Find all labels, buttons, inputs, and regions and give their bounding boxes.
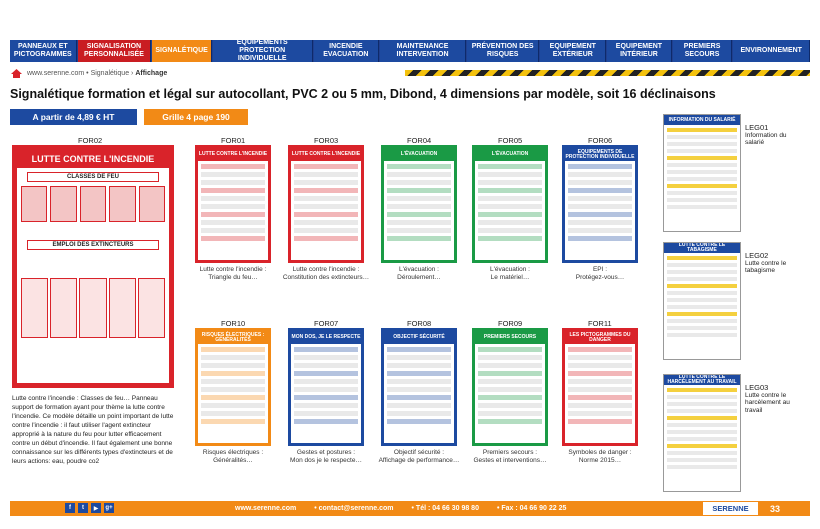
- legal-label: [745, 384, 807, 414]
- hazard-stripe: [405, 70, 810, 76]
- poster-header: RISQUES ÉLECTRIQUES : GÉNÉRALITÉS: [198, 331, 268, 344]
- poster-caption: Lutte contre l'incendie : Triangle du feu…: [199, 266, 267, 281]
- main-poster-sub2: EMPLOI DES EXTINCTEURS: [27, 240, 159, 250]
- poster-thumbnail[interactable]: [288, 145, 364, 263]
- nav-item[interactable]: PRÉVENTION DES RISQUES: [467, 40, 540, 62]
- main-poster-title: LUTTE CONTRE L'INCENDIE: [17, 150, 169, 168]
- footer-phone: • Tél : 04 66 30 98 80: [411, 505, 479, 512]
- legal-poster[interactable]: [663, 114, 741, 232]
- poster-header: L'ÉVACUATION: [384, 148, 454, 161]
- nav-item[interactable]: INCENDIE EVACUATION: [314, 40, 380, 62]
- legal-code: LEG02: [745, 251, 769, 260]
- breadcrumb-section[interactable]: Signalétique: [90, 69, 130, 77]
- poster-caption: L'évacuation : Le matériel…: [490, 266, 530, 281]
- page-number: 33: [769, 503, 780, 514]
- poster-code: FOR11: [588, 319, 612, 328]
- page-title: Signalétique formation et légal sur autocollant, PVC 2 ou 5 mm, Dibond, 4 dimensions par modèle, soit 16 déclinaisons: [10, 87, 716, 101]
- poster-caption: Objectif sécurité : Affichage de performance…: [378, 449, 460, 464]
- footer-fax: • Fax : 04 66 90 22 25: [496, 505, 567, 512]
- legal-poster-header: LUTTE CONTRE LE HARCÈLEMENT AU TRAVAIL: [664, 375, 740, 385]
- nav-item[interactable]: EQUIPEMENT INTÉRIEUR: [607, 40, 672, 62]
- twitter-icon[interactable]: t: [78, 503, 88, 513]
- top-nav: [10, 40, 810, 62]
- footer: [10, 501, 810, 516]
- poster-code: FOR10: [221, 319, 246, 328]
- footer-email[interactable]: • contact@serenne.com: [314, 505, 394, 512]
- poster-header: LUTTE CONTRE L'INCENDIE: [291, 148, 361, 161]
- serenne-logo: SERENNE: [703, 502, 758, 515]
- poster-thumbnail[interactable]: [381, 328, 457, 446]
- legal-text: Information du salarié: [745, 131, 787, 146]
- poster-caption: EPI : Protégez-vous…: [575, 266, 625, 281]
- poster-header: LES PICTOGRAMMES DU DANGER: [565, 331, 635, 344]
- poster-header: LUTTE CONTRE L'INCENDIE: [198, 148, 268, 161]
- poster-thumbnail[interactable]: [195, 145, 271, 263]
- nav-item[interactable]: PREMIERS SECOURS: [673, 40, 733, 62]
- poster-header: MON DOS, JE LE RESPECTE: [291, 331, 361, 344]
- poster-caption: Risques électriques : Généralités…: [202, 449, 264, 464]
- legal-poster-header: LUTTE CONTRE LE TABAGISME: [664, 243, 740, 253]
- legal-poster-header: INFORMATION DU SALARIÉ: [664, 115, 740, 125]
- nav-item[interactable]: EQUIPEMENT EXTÉRIEUR: [540, 40, 606, 62]
- social-links: [62, 503, 114, 513]
- nav-item[interactable]: SIGNALÉTIQUE: [152, 40, 212, 62]
- legal-poster[interactable]: [663, 242, 741, 360]
- poster-header: OBJECTIF SÉCURITÉ: [384, 331, 454, 344]
- poster-header: PREMIERS SECOURS: [475, 331, 545, 344]
- poster-caption: Premiers secours : Gestes et interventions…: [473, 449, 547, 464]
- legal-code: LEG03: [745, 383, 769, 392]
- breadcrumb-site[interactable]: www.serenne.com: [27, 69, 85, 77]
- nav-item[interactable]: MAINTENANCE INTERVENTION: [380, 40, 466, 62]
- poster-thumbnail[interactable]: [562, 145, 638, 263]
- breadcrumb-page: Affichage: [135, 69, 168, 77]
- price-badge: A partir de 4,89 € HT: [10, 109, 137, 125]
- poster-thumbnail[interactable]: [288, 328, 364, 446]
- main-poster-sub1: CLASSES DE FEU: [27, 172, 159, 182]
- facebook-icon[interactable]: f: [65, 503, 75, 513]
- grid-reference-badge: Grille 4 page 190: [144, 109, 248, 125]
- poster-code: FOR02: [78, 136, 103, 145]
- footer-site[interactable]: www.serenne.com: [235, 505, 297, 512]
- legal-label: [745, 252, 807, 275]
- poster-code: FOR04: [407, 136, 432, 145]
- main-poster[interactable]: [12, 145, 174, 388]
- nav-item[interactable]: ENVIRONNEMENT: [733, 40, 810, 62]
- breadcrumb-sep: ›: [131, 69, 134, 77]
- poster-code: FOR07: [314, 319, 339, 328]
- poster-code: FOR05: [498, 136, 523, 145]
- poster-code: FOR08: [407, 319, 432, 328]
- fire-classes: [17, 186, 169, 222]
- googleplus-icon[interactable]: g+: [105, 505, 113, 511]
- poster-header: L'ÉVACUATION: [475, 148, 545, 161]
- poster-code: FOR06: [588, 136, 613, 145]
- breadcrumb-sep: •: [86, 69, 89, 77]
- poster-thumbnail[interactable]: [195, 328, 271, 446]
- poster-caption: Symboles de danger : Norme 2015…: [568, 449, 632, 464]
- poster-caption: Gestes et postures : Mon dos je le respecte…: [290, 449, 362, 464]
- legal-label: [745, 124, 807, 147]
- legal-poster[interactable]: [663, 374, 741, 492]
- poster-thumbnail[interactable]: [381, 145, 457, 263]
- poster-code: FOR01: [221, 136, 246, 145]
- poster-header: EQUIPEMENTS DE PROTECTION INDIVIDUELLE: [565, 148, 635, 160]
- poster-code: FOR09: [498, 319, 523, 328]
- poster-thumbnail[interactable]: [472, 328, 548, 446]
- legal-text: Lutte contre le tabagisme: [745, 259, 787, 274]
- nav-item[interactable]: EQUIPEMENTS PROTECTION INDIVIDUELLE: [213, 40, 313, 62]
- poster-code: FOR03: [314, 136, 339, 145]
- legal-code: LEG01: [745, 123, 769, 132]
- nav-item[interactable]: SIGNALISATION PERSONNALISÉE: [78, 40, 152, 62]
- poster-thumbnail[interactable]: [472, 145, 548, 263]
- main-poster-description: Lutte contre l'incendie : Classes de feu… Panneau support de formation ayant pour thème la lutte contre l'incendie. Ce modèle détaille un point important de lutte contre l'incendie : il faut utiliser l'agent extincteur approprié à la nature du feu pour lutter efficacement contre un début d'incendie. Il faut également une bonne connaissance sur les différents types d'extincteurs et de leurs actions: eau, poudre co2: [12, 395, 174, 465]
- poster-thumbnail[interactable]: [562, 328, 638, 446]
- home-icon[interactable]: [10, 68, 23, 79]
- poster-caption: Lutte contre l'incendie : Constitution des extincteurs…: [282, 266, 370, 281]
- poster-caption: L'évacuation : Déroulement…: [397, 266, 441, 281]
- nav-item[interactable]: PANNEAUX ET PICTOGRAMMES: [10, 40, 77, 62]
- breadcrumb: [10, 66, 810, 80]
- youtube-icon[interactable]: ▶: [91, 503, 101, 513]
- extinguisher-types: [17, 278, 169, 338]
- legal-text: Lutte contre le harcèlement au travail: [745, 391, 790, 414]
